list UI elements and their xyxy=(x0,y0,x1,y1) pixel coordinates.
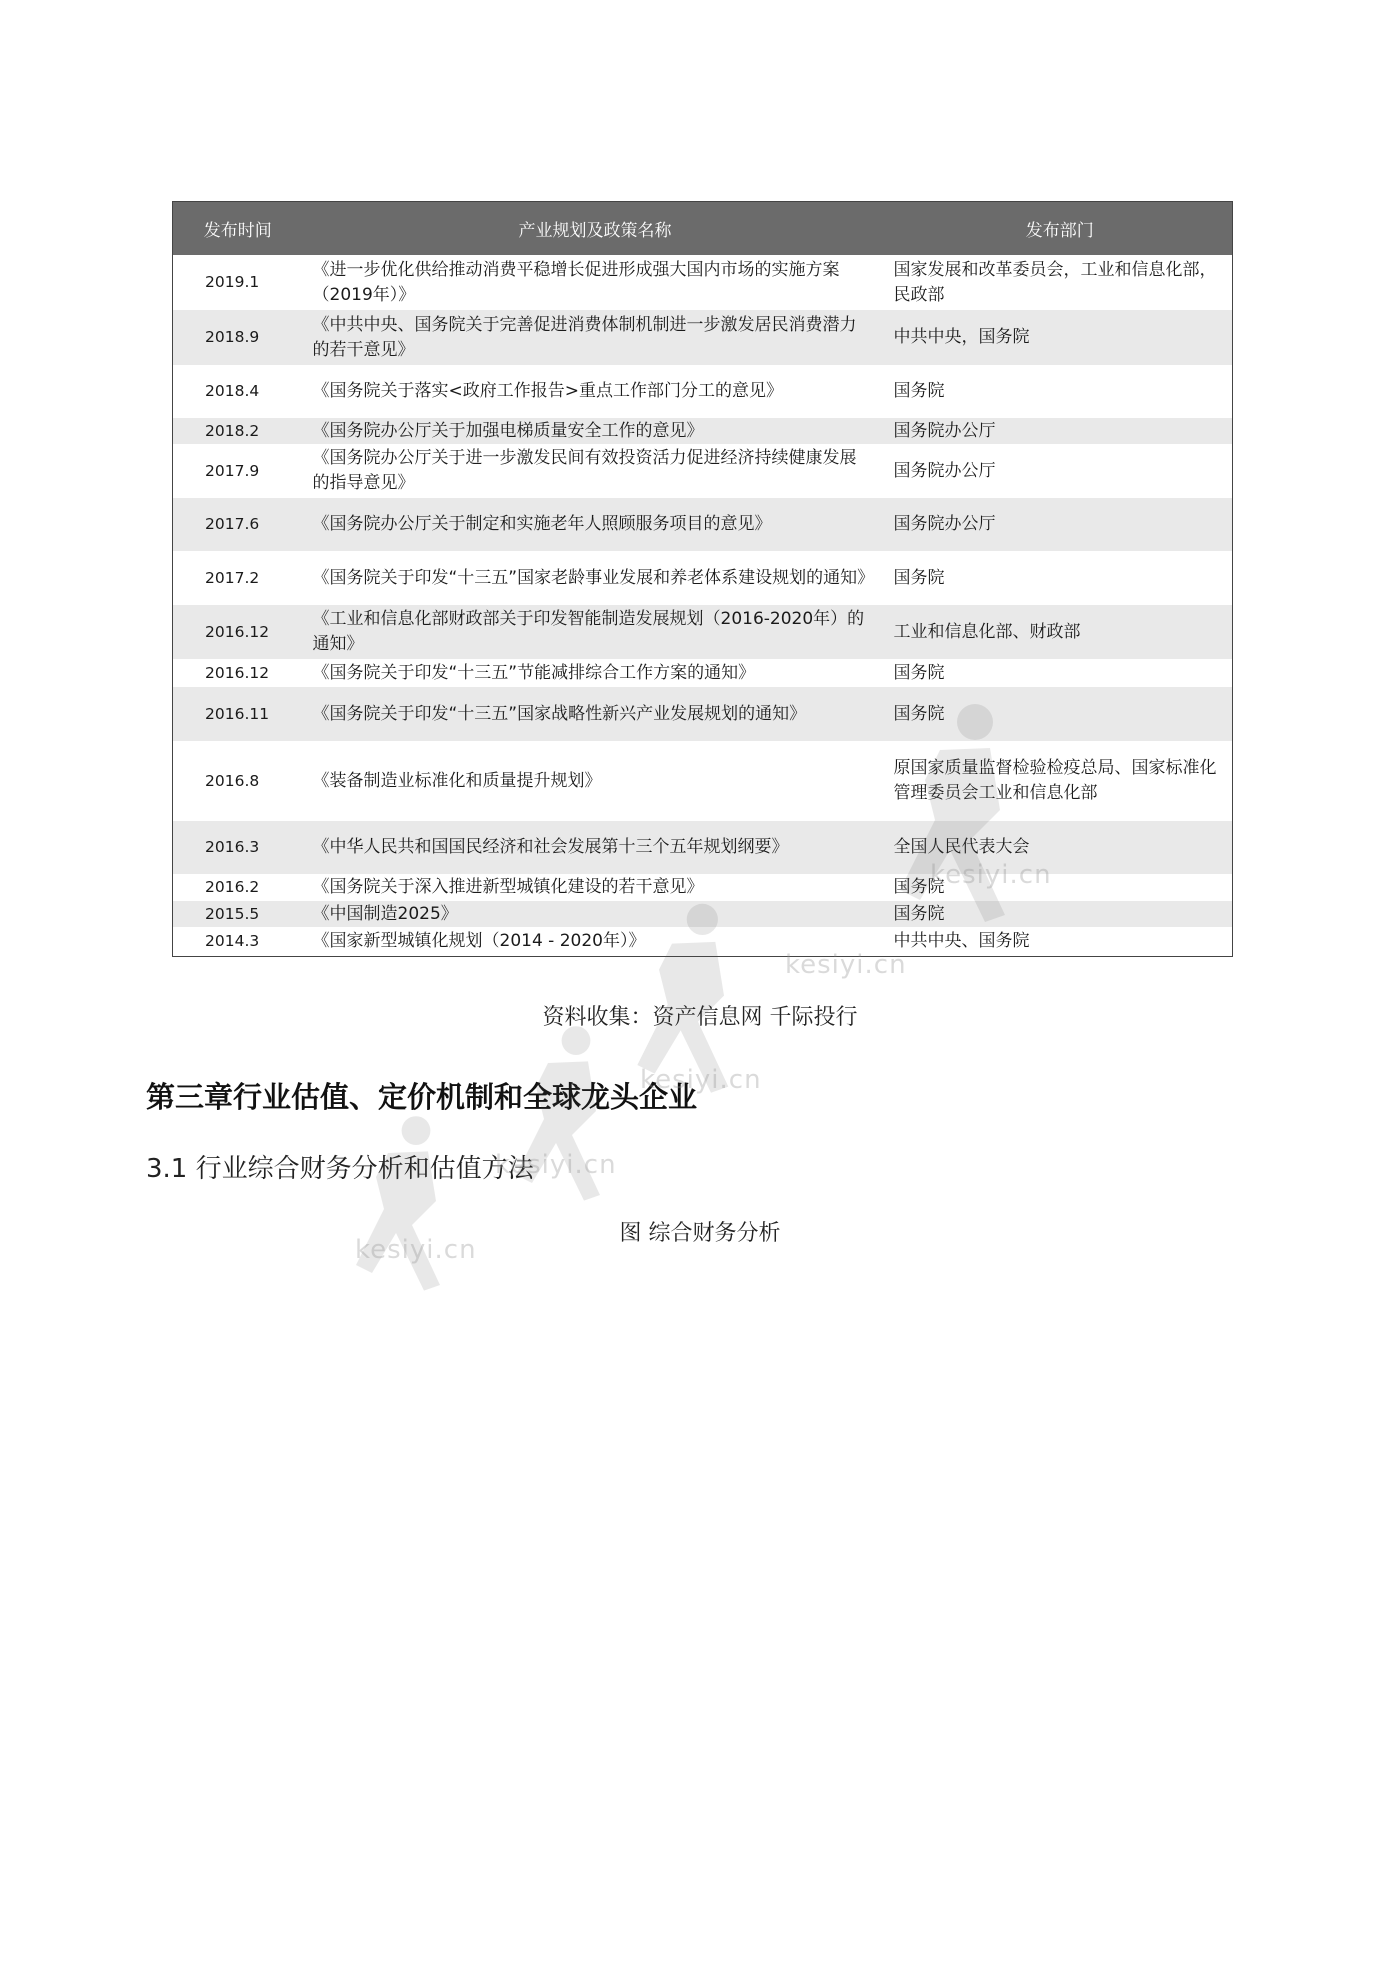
row-date: 2017.9 xyxy=(205,461,260,480)
row-department: 全国人民代表大会 xyxy=(888,821,1233,874)
row-department: 中共中央、国务院 xyxy=(893,930,1030,951)
row-department: 国务院办公厅 xyxy=(888,418,1233,444)
row-date: 2015.5 xyxy=(173,901,303,927)
row-policy-name: 《国务院关于印发“十三五”国家战略性新兴产业发展规划的通知》 xyxy=(303,687,888,741)
table-row xyxy=(173,821,1233,874)
watermark-text: kesiyi.cn xyxy=(785,950,907,980)
table-row xyxy=(173,444,1233,498)
row-date: 2016.2 xyxy=(205,878,260,896)
table-row xyxy=(173,498,1233,551)
header-policy-name: 产业规划及政策名称 xyxy=(303,202,888,256)
watermark-text: kesiyi.cn xyxy=(930,860,1052,890)
row-department: 原国家质量监督检验检疫总局、国家标准化管理委员会工业和信息化部 xyxy=(893,758,1217,803)
row-department: 国务院 xyxy=(893,381,945,401)
row-department: 国务院办公厅 xyxy=(893,460,996,481)
row-policy-name: 《国务院关于深入推进新型城镇化建设的若干意见》 xyxy=(312,877,704,897)
row-department: 国务院 xyxy=(888,901,1233,927)
row-date: 2017.2 xyxy=(205,568,260,587)
table-header-row xyxy=(173,202,1233,256)
row-date: 2016.11 xyxy=(173,687,303,741)
section-heading: 3.1 行业综合财务分析和估值方法 xyxy=(146,1154,534,1184)
row-date: 2019.1 xyxy=(205,273,260,291)
header-date: 发布时间 xyxy=(173,202,303,256)
row-policy-name: 《中共中央、国务院关于完善促进消费体制机制进一步激发居民消费潜力的若干意见》 xyxy=(303,310,888,365)
row-date: 2016.3 xyxy=(173,821,303,874)
row-policy-name: 《国家新型城镇化规划（2014 - 2020年）》 xyxy=(312,930,646,951)
chapter-heading: 第三章行业估值、定价机制和全球龙头企业 xyxy=(146,1080,698,1114)
row-policy-name: 《工业和信息化部财政部关于印发智能制造发展规划（2016-2020年）的通知》 xyxy=(303,605,888,659)
table-row xyxy=(173,551,1233,605)
row-policy-name: 《国务院关于落实<政府工作报告>重点工作部门分工的意见》 xyxy=(312,381,783,401)
watermark-text: kesiyi.cn xyxy=(355,1235,477,1265)
source-note: 资料收集：资产信息网 千际投行 xyxy=(542,1005,858,1030)
row-date: 2017.6 xyxy=(173,498,303,551)
table-row xyxy=(173,901,1233,927)
row-date: 2016.12 xyxy=(205,663,270,682)
row-policy-name: 《国务院关于印发“十三五”节能减排综合工作方案的通知》 xyxy=(312,662,756,683)
table-row xyxy=(173,927,1233,956)
watermark-text: kesiyi.cn xyxy=(640,1065,762,1095)
table-row xyxy=(173,605,1233,659)
row-date: 2016.8 xyxy=(205,771,260,790)
policy-table xyxy=(172,201,1233,957)
row-policy-name: 《装备制造业标准化和质量提升规划》 xyxy=(312,770,602,791)
row-date: 2018.2 xyxy=(173,418,303,444)
row-department: 国务院 xyxy=(893,567,945,588)
table-row xyxy=(173,687,1233,741)
header-department: 发布部门 xyxy=(888,202,1233,256)
figure-caption: 图 综合财务分析 xyxy=(619,1221,781,1246)
row-date: 2018.9 xyxy=(173,310,303,365)
row-date: 2016.12 xyxy=(173,605,303,659)
table-row xyxy=(173,255,1233,310)
table-row xyxy=(173,741,1233,821)
table-row xyxy=(173,365,1233,418)
table-row xyxy=(173,418,1233,444)
table-row xyxy=(173,310,1233,365)
row-department: 国务院 xyxy=(893,662,945,683)
watermark-text: kesiyi.cn xyxy=(495,1150,617,1180)
row-policy-name: 《进一步优化供给推动消费平稳增长促进形成强大国内市场的实施方案（2019年）》 xyxy=(312,259,840,305)
row-policy-name: 《国务院办公厅关于制定和实施老年人照顾服务项目的意见》 xyxy=(303,498,888,551)
row-department: 中共中央，国务院 xyxy=(888,310,1233,365)
row-department: 工业和信息化部、财政部 xyxy=(888,605,1233,659)
row-department: 国家发展和改革委员会，工业和信息化部，民政部 xyxy=(893,259,1217,305)
row-policy-name: 《国务院关于印发“十三五”国家老龄事业发展和养老体系建设规划的通知》 xyxy=(312,567,875,588)
row-department: 国务院 xyxy=(888,687,1233,741)
row-policy-name: 《国务院办公厅关于进一步激发民间有效投资活力促进经济持续健康发展的指导意见》 xyxy=(312,448,857,493)
table-row xyxy=(173,659,1233,687)
row-date: 2018.4 xyxy=(205,382,260,400)
row-policy-name: 《中国制造2025》 xyxy=(303,901,888,927)
row-policy-name: 《中华人民共和国国民经济和社会发展第十三个五年规划纲要》 xyxy=(303,821,888,874)
table-row xyxy=(173,874,1233,901)
runner-watermark-icon xyxy=(340,1110,460,1300)
row-date: 2014.3 xyxy=(205,931,260,950)
row-department: 国务院 xyxy=(893,877,945,897)
row-policy-name: 《国务院办公厅关于加强电梯质量安全工作的意见》 xyxy=(303,418,888,444)
row-department: 国务院办公厅 xyxy=(888,498,1233,551)
